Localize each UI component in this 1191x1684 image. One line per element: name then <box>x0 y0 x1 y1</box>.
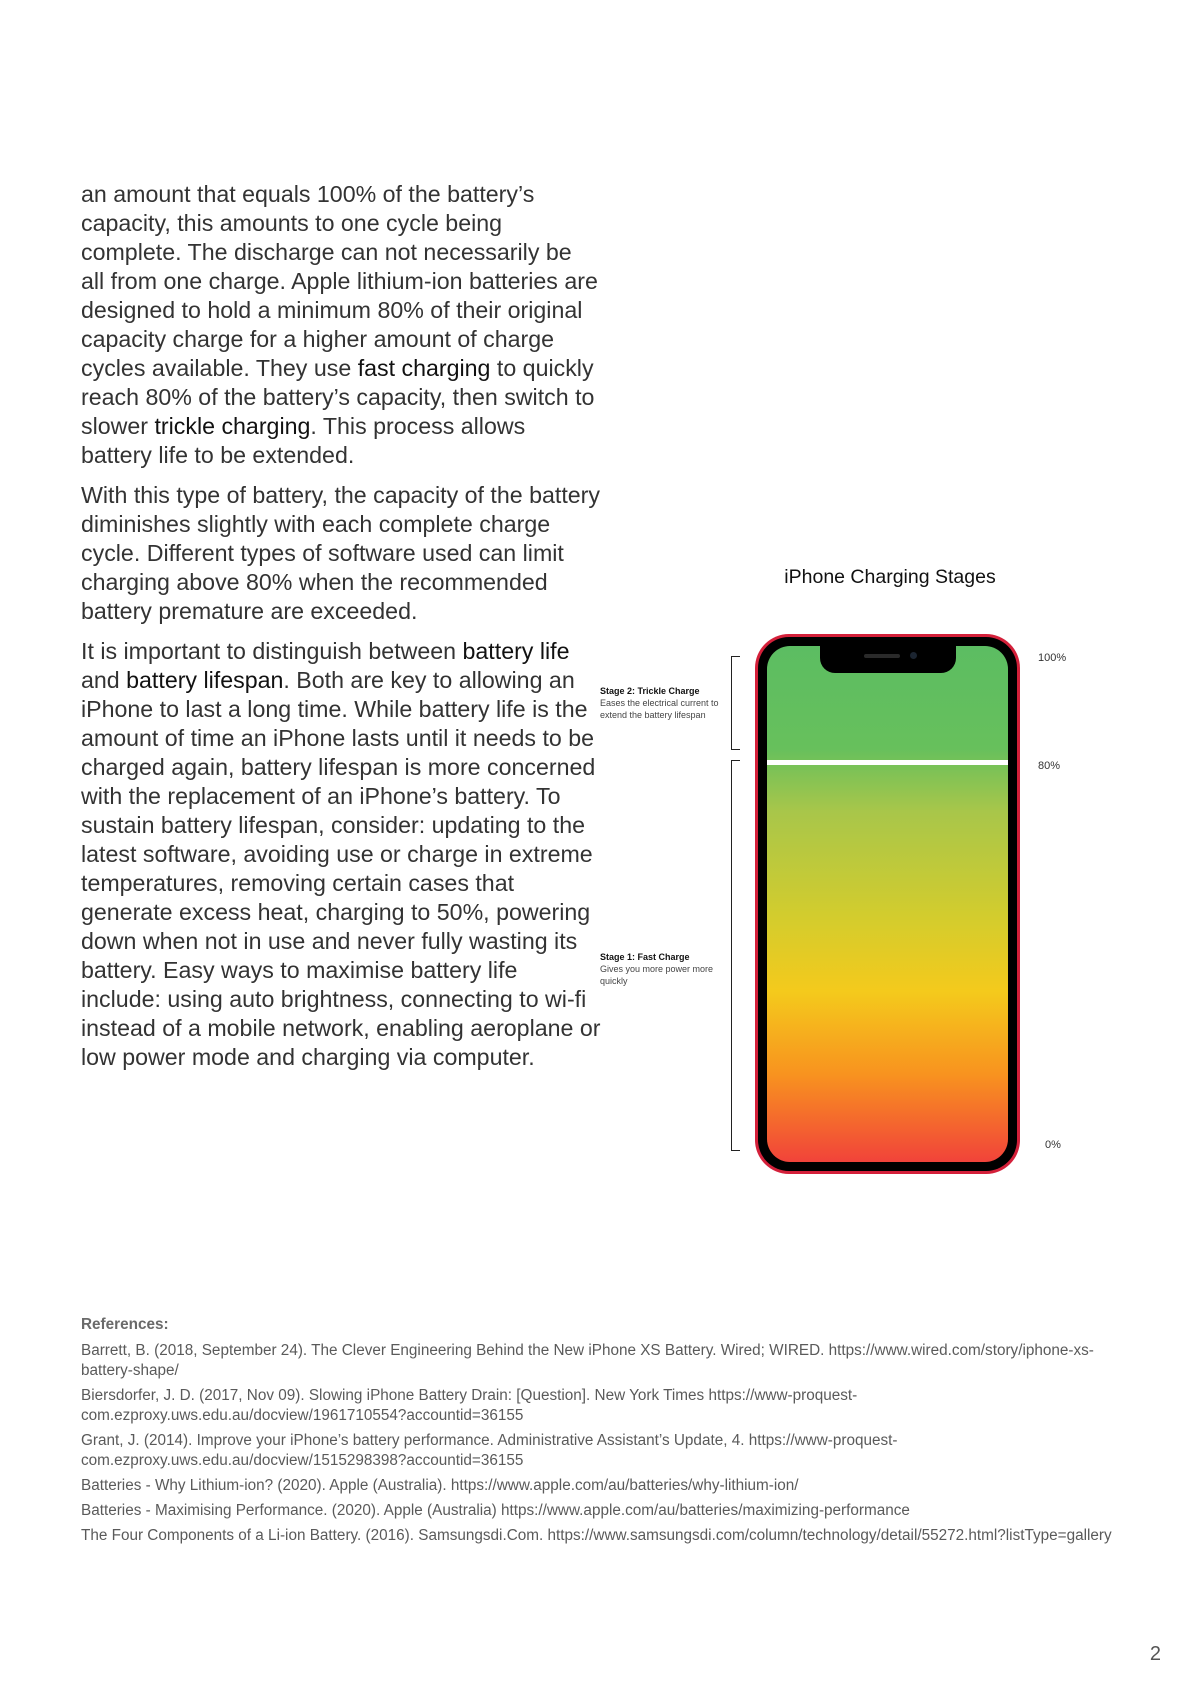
reference-item: The Four Components of a Li-ion Battery. (2016). Samsungsdi.Com. https://www.samsungsdi.com/column/technology/detail/55272.html?listType=gallery <box>81 1527 1112 1544</box>
charge-gradient-screen <box>767 646 1008 1162</box>
level-0-label: 0% <box>1045 1139 1061 1151</box>
level-100-label: 100% <box>1038 652 1067 664</box>
level-80-divider <box>767 760 1008 765</box>
text-run: . Both are key to allowing an iPhone to last a long time. While battery life is the amount of time an iPhone lasts until it needs to be charged again, battery lifespan is more concerned with the replacement of an iPhone’s battery. To sustain battery lifespan, consider: updating to the latest software, avoiding use or charge in extreme temperatures, removing certain cases that generate excess heat, charging to 50%, powering down when not in use and never fully wasting its battery. Easy ways to maximise battery life include: using auto brightness, connecting to wi-fi instead of a mobile network, enabling aeroplane or low power mode and charging via computer. <box>81 667 601 1070</box>
trickle-stage-label <box>600 685 730 721</box>
paragraph-capacity: With this type of battery, the capacity of the battery diminishes slightly with each complete charge cycle. Different types of software used can limit charging above 80% when the recommended battery premature are exceeded. <box>81 482 600 624</box>
trickle-stage-bracket <box>731 656 740 750</box>
references-heading: References: <box>81 1316 169 1333</box>
speaker-icon <box>864 654 900 658</box>
reference-item: Batteries - Maximising Performance. (2020). Apple (Australia) https://www.apple.com/au/batteries/maximizing-performance <box>81 1502 910 1519</box>
fast-stage-bracket <box>731 760 740 1151</box>
paragraph-cycles <box>81 180 601 470</box>
text-run: an amount that equals 100% of the battery’s capacity, this amounts to one cycle being complete. The discharge can not necessarily be all from one charge. Apple lithium-ion batteries are designed to hold a minimum 80% of their original capacity charge for a higher amount of charge cycles available. They use <box>81 181 598 381</box>
text-run: and <box>81 667 127 693</box>
references-section <box>81 1315 1131 1551</box>
phone-bezel <box>758 637 1017 1171</box>
reference-item: Grant, J. (2014). Improve your iPhone’s battery performance. Administrative Assistant’s Update, 4. https://www-proquest-com.ezproxy.uws.edu.au/docview/1515298398?accountid=36155 <box>81 1432 898 1469</box>
term-battery-life: battery life <box>462 638 570 664</box>
text-run: to quickly reach 80% of the battery’s capacity, then switch to slower <box>81 355 595 439</box>
iphone-illustration <box>755 634 1020 1174</box>
camera-icon <box>910 652 917 659</box>
term-fast-charging: fast charging <box>357 355 491 381</box>
reference-item: Biersdorfer, J. D. (2017, Nov 09). Slowing iPhone Battery Drain: [Question]. New York Times https://www-proquest-com.ezproxy.uws.edu.au/docview/1961710554?accountid=36155 <box>81 1387 858 1424</box>
reference-item: Batteries - Why Lithium-ion? (2020). Apple (Australia). https://www.apple.com/au/batteries/why-lithium-ion/ <box>81 1477 799 1494</box>
text-run: It is important to distinguish between <box>81 638 463 664</box>
reference-item: Barrett, B. (2018, September 24). The Clever Engineering Behind the New iPhone XS Battery. Wired; WIRED. https://www.wired.com/story/iphone-xs-battery-shape/ <box>81 1342 1094 1379</box>
fast-stage-desc: Gives you more power more quickly <box>600 964 714 986</box>
fast-stage-title: Stage 1: Fast Charge <box>600 952 690 962</box>
body-text <box>81 180 601 1083</box>
paragraph-life-vs-lifespan <box>81 637 601 1072</box>
trickle-stage-title: Stage 2: Trickle Charge <box>600 686 700 696</box>
term-trickle-charging: trickle charging <box>154 413 311 439</box>
trickle-stage-desc: Eases the electrical current to extend the battery lifespan <box>600 698 719 720</box>
level-80-label: 80% <box>1038 760 1061 772</box>
text-run: . This process allows battery life to be extended. <box>81 413 526 468</box>
fast-stage-label <box>600 951 730 987</box>
phone-notch <box>820 646 956 673</box>
term-battery-lifespan: battery lifespan <box>126 667 284 693</box>
page-number: 2 <box>1149 1643 1161 1665</box>
figure-title: iPhone Charging Stages <box>784 566 996 588</box>
